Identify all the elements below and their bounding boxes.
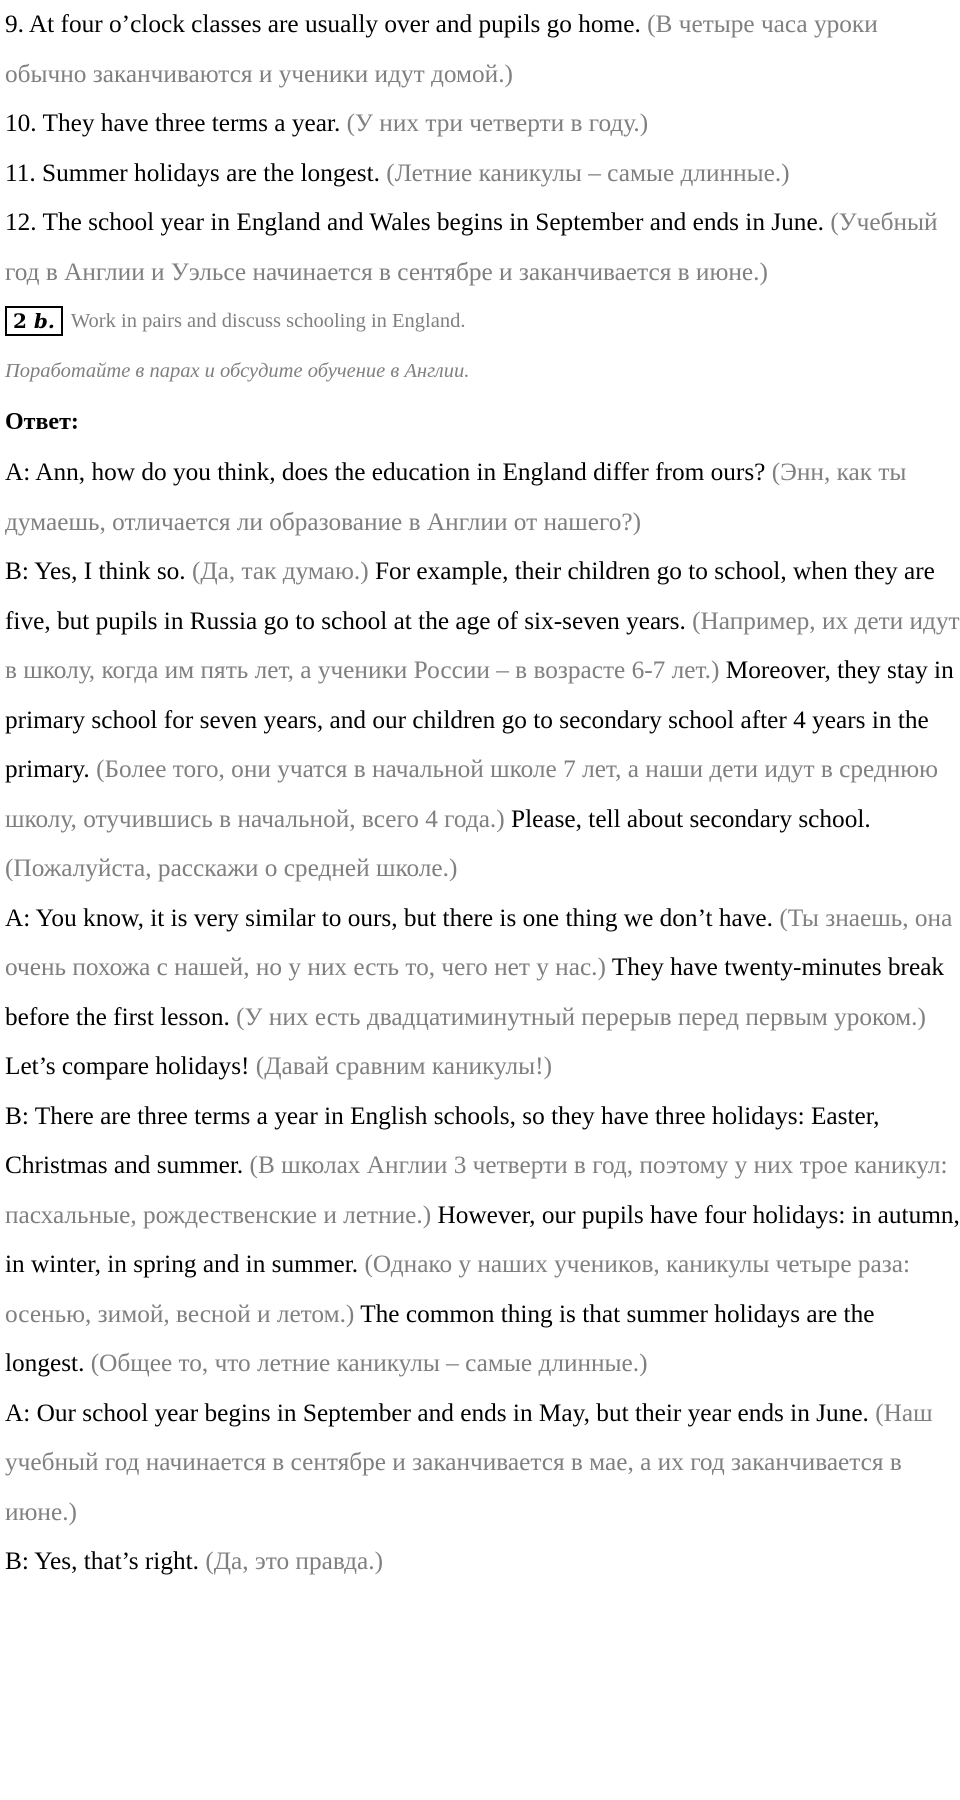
translation: (В четыре часа уроки обычно заканчиваются и ученики идут домой.)	[5, 10, 878, 88]
list-item: 11. Summer holidays are the longest. (Летние каникулы – самые длинные.)	[5, 158, 790, 187]
list-item: 12. The school year in England and Wales begins in September and ends in June. (Учебный год в Англии и Уэльсе начинается в сентябре и заканчивается в июне.)	[5, 208, 938, 286]
list-item: 10. They have three terms a year. (У них три четверти в году.)	[5, 109, 649, 137]
translation: (Общее то, что летние каникулы – самые длинные.)	[90, 1349, 648, 1377]
translation: (Энн, как ты думаешь, отличается ли образование в Англии от нашего?)	[5, 458, 907, 536]
translation: (Однако у наших учеников, каникулы четыре раза: осенью, зимой, весной и летом.)	[5, 1250, 911, 1328]
translation: (Да, это правда.)	[205, 1547, 383, 1575]
answer-label: Ответ:	[5, 409, 79, 435]
translation: (Ты знаешь, она очень похожа с нашей, но у них есть то, чего нет у нас.)	[5, 903, 953, 981]
task-instruction-translation: Поработайте в парах и обсудите обучение в Англии.	[5, 360, 470, 382]
translation: (Да, так думаю.)	[191, 557, 369, 585]
dialogue-line: A: Our school year begins in September and ends in May, but their year ends in June. (Наш учебный год начинается в сентябре и заканчивается в мае, а их год заканчивается в июне.)	[5, 1398, 933, 1526]
translation: (Например, их дети идут в школу, когда им пять лет, а ученики России – в возрасте 6-7 лет.)	[5, 606, 960, 684]
dialogue-line: B: There are three terms a year in English schools, so they have three holidays: Easter, Christmas and summer. (В школах Англии 3 четверти в год, поэтому у них трое каникул: пасхальные, рождественские и летние.) However, our pupils have four holidays: in autumn, in winter, in spring and in summer. (Однако у наших учеников, каникулы четыре раза: осенью, зимой, весной и летом.) The common thing is that summer holidays are the longest. (Общее то, что летние каникулы – самые длинные.)	[5, 1101, 960, 1377]
translation: (У них есть двадцатиминутный перерыв перед первым уроком.)	[236, 1002, 926, 1031]
translation: (Давай сравним каникулы!)	[255, 1052, 553, 1080]
dialogue	[5, 448, 960, 1587]
translation: (У них три четверти в году.)	[346, 109, 649, 137]
list-item: 9. At four o’clock classes are usually over and pupils go home. (В четыре часа уроки обычно заканчиваются и ученики идут домой.)	[5, 10, 878, 88]
task-number-badge: 2 b.	[5, 306, 63, 336]
translation: (Более того, они учатся в начальной школе 7 лет, а наши дети идут в среднюю школу, отучившись в начальной, всего 4 года.)	[5, 755, 939, 833]
dialogue-line: A: You know, it is very similar to ours, but there is one thing we don’t have. (Ты знаешь, она очень похожа с нашей, но у них есть то, чего нет у нас.) They have twenty-minutes break before the first lesson. (У них есть двадцатиминутный перерыв перед первым уроком.) Let’s compare holidays! (Давай сравним каникулы!)	[5, 903, 953, 1080]
task-instruction: Work in pairs and discuss schooling in England.	[70, 309, 466, 332]
dialogue-line: B: Yes, that’s right. (Да, это правда.)	[5, 1547, 383, 1575]
translation: (В школах Англии 3 четверти в год, поэтому у них трое каникул: пасхальные, рождественские и летние.)	[5, 1151, 948, 1229]
translation: (Учебный год в Англии и Уэльсе начинается в сентябре и заканчивается в июне.)	[5, 208, 938, 286]
dialogue-line: B: Yes, I think so. (Да, так думаю.) For example, their children go to school, when they are five, but pupils in Russia go to school at the age of six-seven years. (Например, их дети идут в школу, когда им пять лет, а ученики России – в возрасте 6-7 лет.) Moreover, they stay in primary school for seven years, and our children go to secondary school after 4 years in the primary. (Более того, они учатся в начальной школе 7 лет, а наши дети идут в среднюю школу, отучившись в начальной, всего 4 года.) Please, tell about secondary school. (Пожалуйста, расскажи о средней школе.)	[5, 557, 960, 882]
translation: (Пожалуйста, расскажи о средней школе.)	[5, 854, 458, 882]
task-header	[5, 306, 960, 336]
dialogue-line: A: Ann, how do you think, does the education in England differ from ours? (Энн, как ты думаешь, отличается ли образование в Англии от нашего?)	[5, 458, 907, 536]
translation: (Летние каникулы – самые длинные.)	[386, 158, 790, 187]
translation: (Наш учебный год начинается в сентябре и заканчивается в мае, а их год заканчивается в июне.)	[5, 1398, 933, 1526]
sentence-list	[5, 0, 960, 297]
